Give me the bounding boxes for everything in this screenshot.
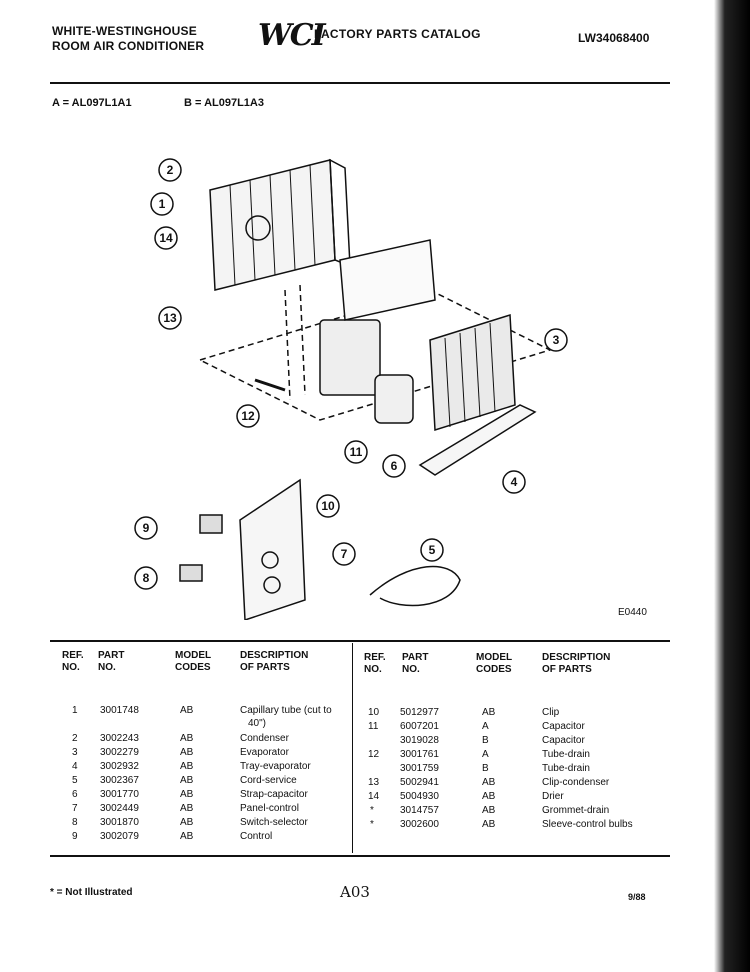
capacitor-part — [375, 375, 413, 423]
callout-8 — [135, 567, 157, 589]
table-bottom-rule — [50, 855, 670, 857]
header-rule — [50, 82, 670, 84]
header-codes-right: MODEL CODES — [476, 652, 513, 675]
callout-4 — [503, 471, 525, 493]
svg-text:12: 12 — [241, 409, 255, 423]
svg-text:9: 9 — [142, 521, 150, 535]
callout-1 — [151, 193, 173, 215]
service-cord-part — [370, 566, 460, 605]
model-b: B = AL097L1A3 — [184, 97, 264, 109]
header-part-right: PART NO. — [402, 652, 429, 675]
header-desc-right: DESCRIPTION OF PARTS — [542, 652, 611, 675]
evaporator-part — [430, 315, 515, 430]
header-codes-left: MODEL CODES — [175, 650, 212, 673]
header-desc-left: DESCRIPTION OF PARTS — [240, 650, 309, 673]
header-part-left: PART NO. — [98, 650, 125, 673]
svg-text:4: 4 — [510, 475, 518, 489]
brand-name: WHITE-WESTINGHOUSE — [52, 24, 197, 38]
table-divider — [352, 643, 353, 853]
svg-text:7: 7 — [340, 547, 348, 561]
catalog-title: FACTORY PARTS CATALOG — [314, 27, 481, 41]
scan-edge — [714, 0, 750, 972]
svg-text:10: 10 — [321, 499, 335, 513]
not-illustrated-note: * = Not Illustrated — [50, 887, 133, 898]
exploded-parts-diagram — [110, 140, 610, 620]
header-ref-left: REF. NO. — [62, 650, 84, 673]
selector-switch-part — [180, 565, 202, 581]
wci-logo: WCI — [258, 18, 324, 53]
callout-14 — [155, 227, 177, 249]
svg-text:3: 3 — [552, 333, 560, 347]
svg-text:1: 1 — [158, 197, 166, 211]
catalog-number: LW34068400 — [578, 31, 650, 45]
callout-3 — [545, 329, 567, 351]
svg-text:6: 6 — [390, 459, 398, 473]
drain-tube-part — [255, 380, 285, 390]
callout-11 — [345, 441, 367, 463]
callout-6 — [383, 455, 405, 477]
svg-text:13: 13 — [163, 311, 177, 325]
brand-block — [52, 24, 204, 54]
control-panel-part — [240, 480, 305, 620]
condenser-part — [210, 160, 350, 290]
callout-9 — [135, 517, 157, 539]
callout-10 — [317, 495, 339, 517]
header-ref-right: REF. NO. — [364, 652, 386, 675]
catalog-date: 9/88 — [628, 892, 646, 902]
callout-2 — [159, 159, 181, 181]
control-part — [200, 515, 222, 533]
page-number: A03 — [340, 883, 370, 901]
figure-code: E0440 — [618, 607, 647, 618]
table-rule — [50, 640, 670, 642]
svg-text:8: 8 — [142, 571, 150, 585]
callout-7 — [333, 543, 355, 565]
callout-12 — [237, 405, 259, 427]
svg-text:14: 14 — [159, 231, 173, 245]
svg-text:2: 2 — [166, 163, 174, 177]
svg-text:5: 5 — [428, 543, 436, 557]
product-type: ROOM AIR CONDITIONER — [52, 39, 205, 53]
callout-13 — [159, 307, 181, 329]
model-a: A = AL097L1A1 — [52, 97, 132, 109]
callout-5 — [421, 539, 443, 561]
svg-text:11: 11 — [349, 445, 363, 459]
